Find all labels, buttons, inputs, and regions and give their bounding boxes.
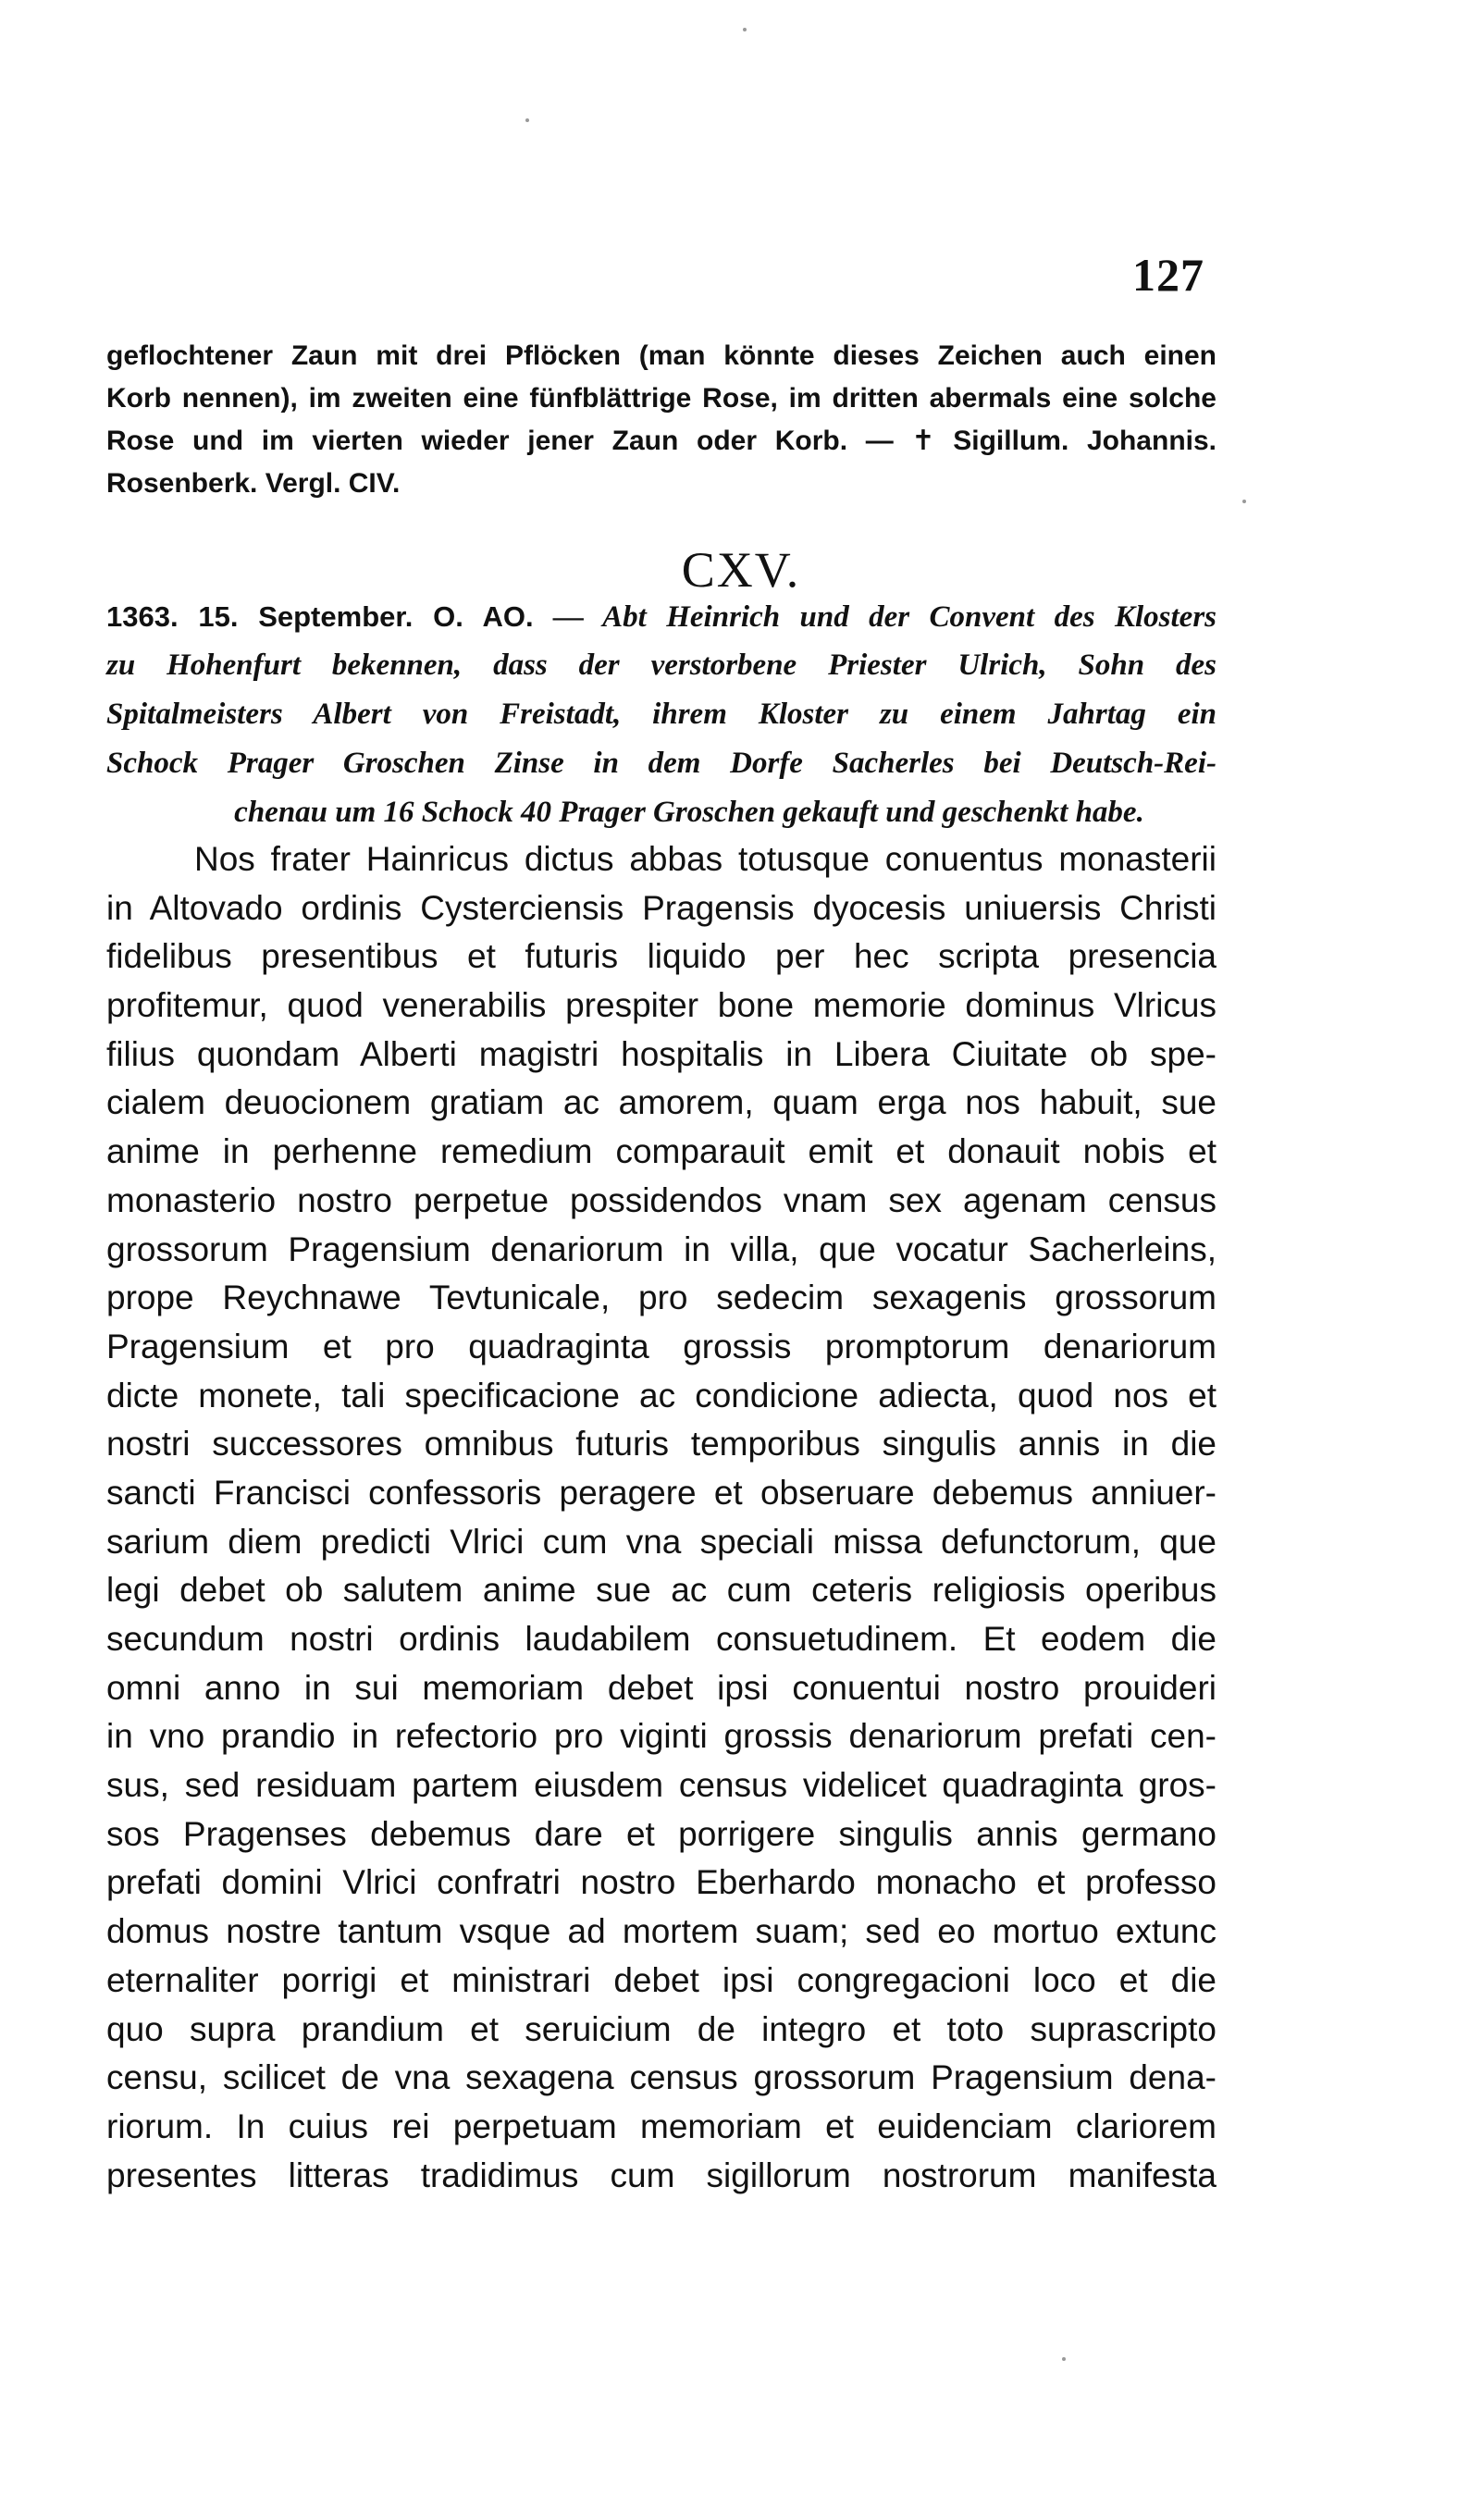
charter-line: sarium diem predicti Vlrici cum vna speciali missa defunctorum, que [106,1522,1216,1561]
continuation-line: geflochtener Zaun mit drei Pflöcken (man könnte dieses Zeichen auch einen [106,340,1216,371]
continuation-paragraph [106,335,1216,505]
charter-line: domus nostre tantum vsque ad mortem suam; sed eo mortuo extunc [106,1912,1216,1951]
regest-line: Spitalmeisters Albert von Freistadt, ihrem Kloster zu einem Jahrtag ein [106,698,1216,731]
regest-date: 1363. 15. September. O. AO. [106,600,534,633]
regest-line: Schock Prager Groschen Zinse in dem Dorfe Sacherles bei Deutsch-Rei- [106,747,1216,780]
page-number: 127 [1132,249,1204,301]
charter-number-heading: CXV. [681,542,801,598]
charter-line: legi debet ob salutem anime sue ac cum ceteris religiosis operibus [106,1571,1216,1610]
charter-line: Pragensium et pro quadraginta grossis promptorum denariorum [106,1327,1216,1365]
charter-line: fidelibus presentibus et futuris liquido per hec scripta presencia [106,937,1216,976]
continuation-line: Rose und im vierten wieder jener Zaun oder Korb. — ✝ Sigillum. Johannis. [106,426,1216,456]
charter-line: eternaliter porrigi et ministrari debet ipsi congregacioni loco et die [106,1960,1216,1999]
charter-line: sos Pragenses debemus dare et porrigere singulis annis germano [106,1814,1216,1853]
charter-line: riorum. In cuius rei perpetuam memoriam et euidenciam clariorem [106,2106,1216,2145]
charter-line: filius quondam Alberti magistri hospitalis in Libera Ciuitate ob spe- [106,1034,1216,1073]
charter-line: Nos frater Hainricus dictus abbas totusque conuentus monasterii [194,840,1216,878]
charter-line: profitemur, quod venerabilis prespiter bone memorie dominus Vlricus [106,986,1216,1025]
charter-line: dicte monete, tali specificacione ac condicione adiecta, quod nos et [106,1376,1216,1414]
charter-line: quo supra prandium et seruicium de integro et toto suprascripto [106,2009,1216,2048]
charter-line: cialem deuocionem gratiam ac amorem, quam erga nos habuit, sue [106,1083,1216,1122]
charter-line: in vno prandio in refectorio pro viginti grossis denariorum prefati cen- [106,1717,1216,1756]
charter-line: secundum nostri ordinis laudabilem consuetudinem. Et eodem die [106,1620,1216,1658]
charter-line: presentes litteras tradidimus cum sigillorum nostrorum manifesta [106,2156,1216,2194]
regest-summary [106,592,1216,837]
regest-line: chenau um 16 Schock 40 Prager Groschen gekauft und geschenkt habe. [234,796,1144,829]
regest-first-line-text: — Abt Heinrich und der Convent des Klosters [533,600,1216,634]
charter-line: censu, scilicet de vna sexagena census grossorum Pragensium dena- [106,2058,1216,2097]
charter-text [106,835,1216,2200]
charter-line: anime in perhenne remedium comparauit emit et donauit nobis et [106,1132,1216,1171]
charter-line: monasterio nostro perpetue possidendos vnam sex agenam census [106,1180,1216,1219]
continuation-line: Korb nennen), im zweiten eine fünfblättrige Rose, im dritten abermals eine solche [106,383,1216,414]
charter-line: in Altovado ordinis Cysterciensis Pragensis dyocesis uniuersis Christi [106,888,1216,927]
charter-line: nostri successores omnibus futuris temporibus singulis annis in die [106,1425,1216,1464]
print-speck [1242,500,1246,503]
continuation-line: Rosenberk. Vergl. CIV. [106,468,401,499]
regest-line [106,592,1216,641]
charter-line: sancti Francisci confessoris peragere et obseruare debemus anniuer- [106,1473,1216,1512]
regest-line: zu Hohenfurt bekennen, dass der verstorbene Priester Ulrich, Sohn des [106,649,1216,682]
print-speck [1062,2357,1066,2361]
print-speck [743,28,747,31]
print-speck [525,118,529,122]
charter-line: grossorum Pragensium denariorum in villa, que vocatur Sacherleins, [106,1229,1216,1268]
charter-line: omni anno in sui memoriam debet ipsi conuentui nostro prouideri [106,1668,1216,1707]
charter-line: prefati domini Vlrici confratri nostro Eberhardo monacho et professo [106,1863,1216,1902]
charter-line: sus, sed residuam partem eiusdem census videlicet quadraginta gros- [106,1766,1216,1805]
charter-line: prope Reychnawe Tevtunicale, pro sedecim sexagenis grossorum [106,1279,1216,1317]
